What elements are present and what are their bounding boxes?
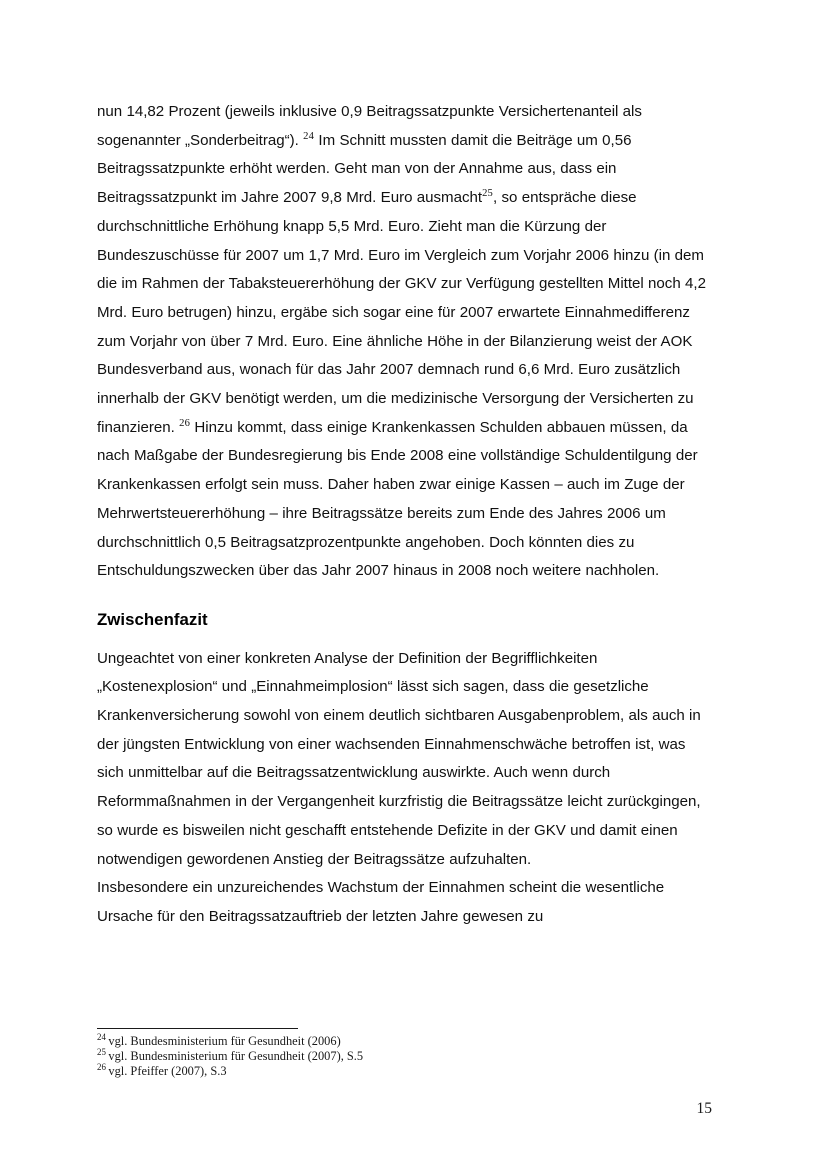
footnote-text-25: vgl. Bundesministerium für Gesundheit (2007), S.5 xyxy=(108,1049,364,1064)
footnote-list xyxy=(97,1031,713,1080)
footnote-marker-26: 26 xyxy=(97,1062,106,1073)
footnote-area xyxy=(97,1028,713,1080)
section-heading-zwischenfazit: Zwischenfazit xyxy=(97,609,208,629)
para-zwischenfazit-1: Ungeachtet von einer konkreten Analyse der Definition der Begrifflichkeiten „Kostenexplosion“ und „Einnahmeimplosion“ lässt sich sagen, dass die gesetzliche Krankenversicherung sowohl von einem deutlich sichtbaren Ausgabenproblem, als auch in der jüngsten Entwicklung von einer wachsenden Einnahmenschwäche betroffen ist, was sich unmittelbar auf die Beitragssatzentwicklung auswirkte. Auch wenn durch Reformmaßnahmen in der Vergangenheit kurzfristig die Beitragssätze leicht zurückgingen, so wurde es bisweilen nicht geschafft entstehende Defizite in der GKV und damit einen notwendigen gewordenen Anstieg der Beitragssätze aufzuhalten. xyxy=(97,649,701,868)
footnote-text-26: vgl. Pfeiffer (2007), S.3 xyxy=(108,1064,227,1079)
footnote-reference-25[interactable]: 25 xyxy=(482,188,494,200)
para-beitragssatz: nun 14,82 Prozent (jeweils inklusive 0,9 Beitragssatzpunkte Versichertenanteil als sogenannter „Sonderbeitrag“). $^{24}$ Im Schnitt mussten damit die Beiträge um 0,56 Beitragssatzpunkte erhöht werden. Geht man von der Annahme aus, dass ein Beitragssatzpunkt im Jahre 2007 9,8 Mrd. Euro ausmacht$^{25}$, so entspräche diese durchschnittliche Erhöhung knapp 5,5 Mrd. Euro. Zieht man die Kürzung der Bundeszuschüsse für 2007 um 1,7 Mrd. Euro im Vergleich zum Vorjahr 2006 hinzu (in dem die im Rahmen der Tabaksteuererhöhung der GKV zur Verfügung gestellten Mittel noch 4,2 Mrd. Euro betrugen) hinzu, ergäbe sich sogar eine für 2007 erwartete Einnahmedifferenz zum Vorjahr von über 7 Mrd. Euro. Eine ähnliche Höhe in der Bilanzierung weist der AOK Bundesverband aus, wonach für das Jahr 2007 demnach rund 6,6 Mrd. Euro zusätzlich innerhalb der GKV benötigt werden, um die medizinische Versorgung der Versicherten zu finanzieren. $^{26}$ Hinzu kommt, dass einige Krankenkassen Schulden abbauen müssen, da nach Maßgabe der Bundesregierung bis Ende 2008 eine vollständige Schuldentilgung der Krankenkassen erfolgt sein muss. Daher haben zwar einige Kassen – auch im Zuge der Mehrwertsteuererhöhung – ihre Beitragssätze bereits zum Ende des Jahres 2006 um durchschnittlich 0,5 Beitragsatzprozentpunkte angehoben. Doch könnten dies zu Entschuldungszwecken über das Jahr 2007 hinaus in 2008 noch weitere nachholen. xyxy=(97,103,706,580)
footnote-item-24 xyxy=(97,1031,713,1049)
footnote-item-25 xyxy=(97,1049,713,1064)
footnote-item-26 xyxy=(97,1064,713,1079)
body-paragraph-group xyxy=(97,98,713,586)
footnote-marker-24: 24 xyxy=(97,1031,106,1042)
footnote-separator-rule xyxy=(97,1028,298,1029)
page-body xyxy=(97,98,713,932)
para-zwischenfazit-2: Insbesondere ein unzureichendes Wachstum der Einnahmen scheint die wesentliche Ursache für den Beitragssatzauftrieb der letzten Jahre gewesen zu xyxy=(97,879,665,925)
footnote-reference-24[interactable]: 24 xyxy=(303,130,315,142)
footnote-text-24: vgl. Bundesministerium für Gesundheit (2006) xyxy=(108,1034,341,1048)
post-heading-paragraph-group xyxy=(97,645,713,932)
page-number: 15 xyxy=(696,1100,712,1117)
footnote-reference-26[interactable]: 26 xyxy=(179,417,191,429)
footnote-marker-25: 25 xyxy=(97,1047,106,1058)
